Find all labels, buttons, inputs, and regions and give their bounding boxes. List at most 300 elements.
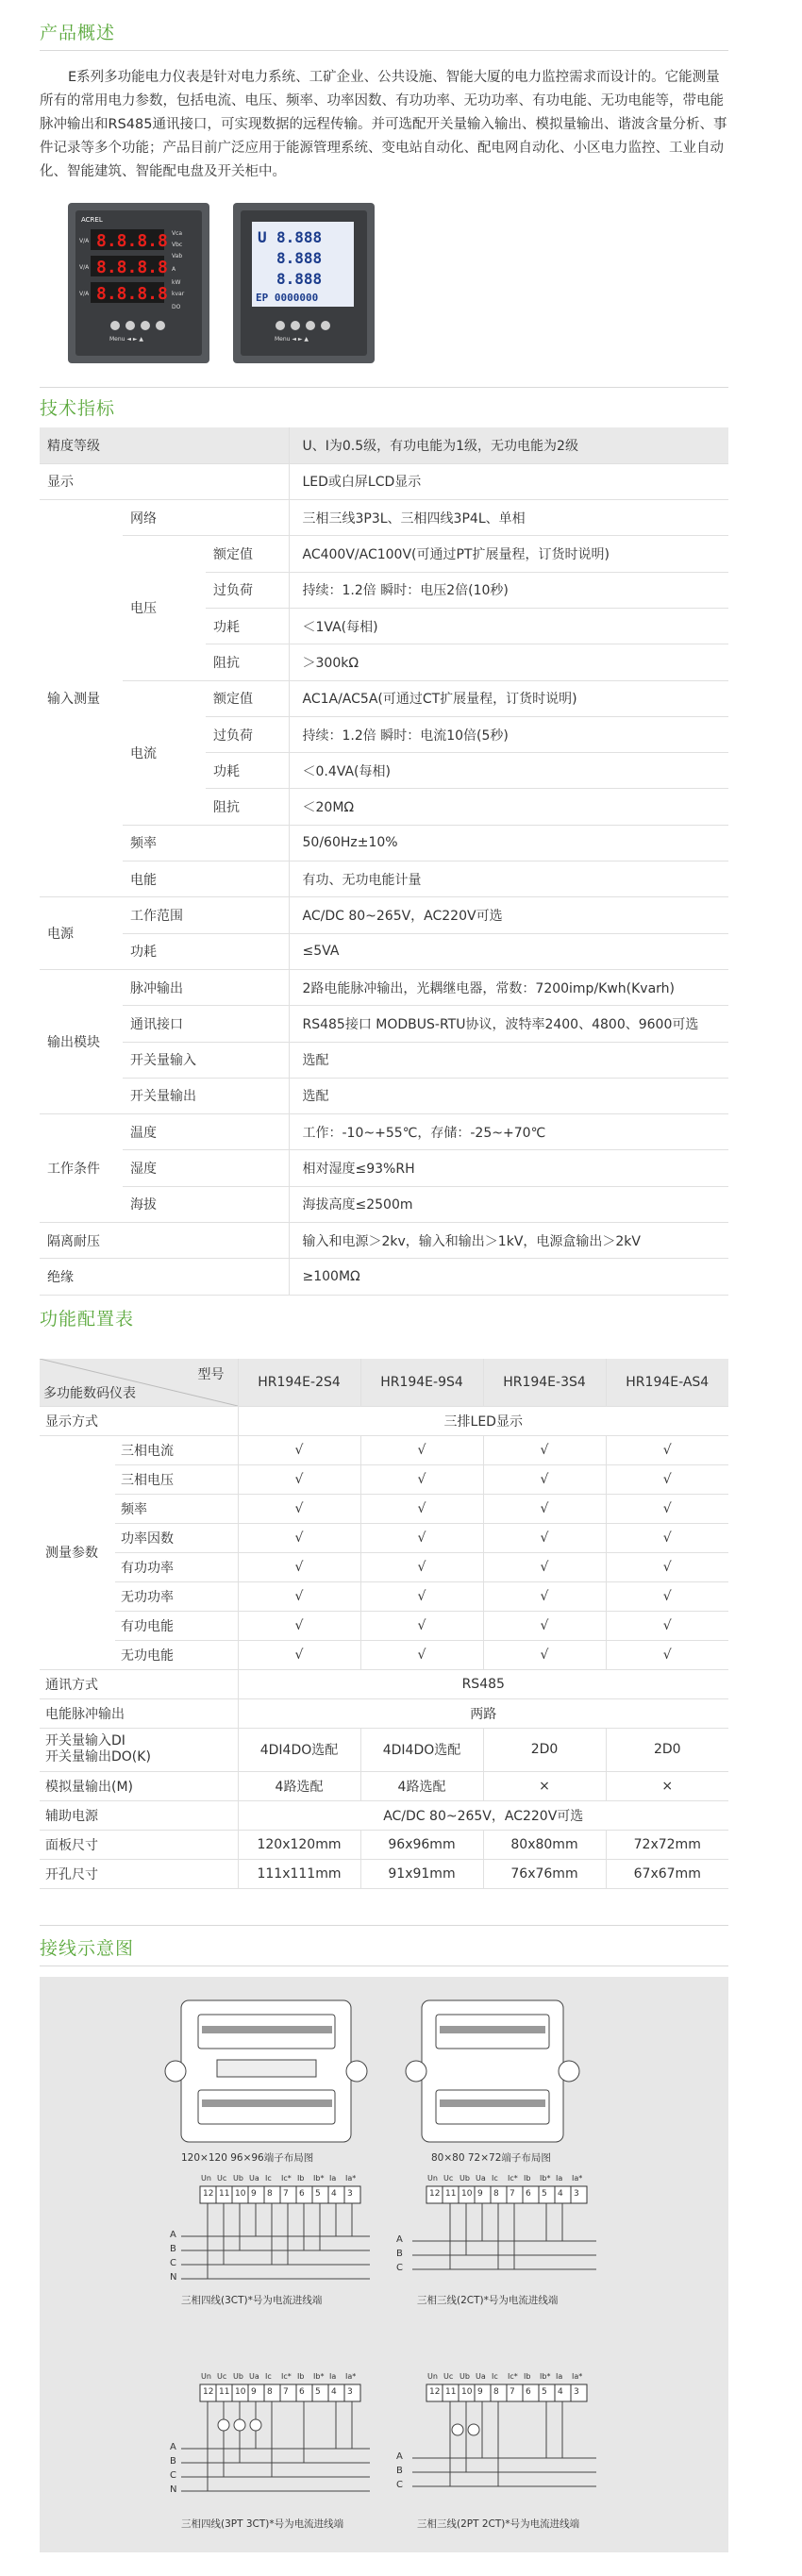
section-divider	[40, 1925, 728, 1926]
config-label: 有功电能	[115, 1611, 238, 1640]
terminal-number: 12	[203, 2387, 214, 2397]
terminal-name: Ic*	[281, 2174, 292, 2183]
spec-value: 持续：1.2倍 瞬时：电压2倍(10秒)	[289, 572, 728, 608]
svg-text:V/A: V/A	[79, 291, 90, 297]
config-value: 72x72mm	[606, 1830, 728, 1859]
config-row	[40, 1800, 728, 1830]
lcd-meter-image	[233, 203, 375, 363]
svg-text:Vca: Vca	[172, 230, 183, 237]
phase-label: C	[170, 2470, 176, 2481]
spec-value: ＜1VA(每相)	[289, 608, 728, 644]
rear-panel-small	[406, 2000, 579, 2142]
svg-text:kvar: kvar	[172, 291, 185, 297]
spec-label: 功耗	[123, 933, 289, 969]
spec-row	[40, 1006, 728, 1042]
svg-text:8.8.8.8: 8.8.8.8	[96, 231, 168, 251]
terminal-number: 4	[331, 2189, 337, 2199]
svg-text:8.888: 8.888	[276, 270, 323, 288]
config-value: RS485	[238, 1669, 728, 1698]
svg-text:8.888: 8.888	[276, 249, 323, 267]
terminal-name: Ub	[233, 2372, 243, 2381]
terminal-name: Ic*	[281, 2372, 292, 2381]
config-row	[40, 1698, 728, 1728]
terminal-name: Ib	[524, 2372, 531, 2381]
terminal-number: 6	[526, 2189, 531, 2199]
config-label: 开孔尺寸	[40, 1859, 238, 1888]
terminal-number: 5	[542, 2189, 547, 2199]
spec-label: 海拔	[123, 1186, 289, 1222]
config-value: 4DI4DO选配	[360, 1728, 483, 1771]
config-label: 面板尺寸	[40, 1830, 238, 1859]
svg-text:V/A: V/A	[79, 238, 90, 244]
terminal-name: Ib*	[540, 2372, 551, 2381]
check-mark: √	[238, 1611, 360, 1640]
terminal-name: Ua	[476, 2372, 486, 2381]
config-row	[40, 1435, 728, 1464]
config-value: ×	[483, 1771, 606, 1800]
svg-text:8.8.8.8: 8.8.8.8	[96, 284, 168, 304]
spec-group-label: 电源	[40, 897, 123, 970]
spec-row	[40, 1042, 728, 1078]
spec-value: 2路电能脉冲输出，光耦继电器，常数：7200imp/Kwh(Kvarh)	[289, 969, 728, 1005]
spec-label: 隔离耐压	[40, 1223, 289, 1259]
check-mark: √	[238, 1494, 360, 1523]
spec-value: 输入和电源＞2kv，输入和输出＞1kV，电源盒输出＞2kV	[289, 1223, 728, 1259]
terminal-name: Ua	[249, 2372, 259, 2381]
check-mark: √	[360, 1552, 483, 1581]
spec-title: 技术指标	[40, 398, 116, 419]
terminal-name: Ib*	[540, 2174, 551, 2183]
check-mark: √	[360, 1611, 483, 1640]
wiring-diagrams	[40, 1977, 728, 2552]
check-mark: √	[238, 1464, 360, 1494]
spec-value: 三相三线3P3L、三相四线3P4L、单相	[289, 500, 728, 536]
phase-label: B	[170, 2244, 176, 2254]
section-divider	[40, 387, 728, 388]
terminal-number: 9	[251, 2387, 257, 2397]
check-mark: √	[606, 1435, 728, 1464]
spec-value: 选配	[289, 1078, 728, 1113]
spec-subgroup-label: 电压	[123, 536, 206, 680]
spec-label: 显示	[40, 463, 289, 499]
config-title: 功能配置表	[40, 1309, 135, 1330]
check-mark: √	[238, 1552, 360, 1581]
config-row	[40, 1494, 728, 1523]
spec-row	[40, 897, 728, 933]
section-divider	[40, 1965, 728, 1966]
svg-text:V/A: V/A	[79, 264, 90, 271]
config-value: 两路	[238, 1698, 728, 1728]
spec-table	[40, 427, 728, 1296]
terminal-number: 8	[493, 2189, 499, 2199]
check-mark: √	[606, 1494, 728, 1523]
terminal-number: 8	[267, 2387, 273, 2397]
terminal-name: Un	[427, 2372, 438, 2381]
terminal-name: Un	[427, 2174, 438, 2183]
terminal-name: Ub	[459, 2372, 470, 2381]
terminal-number: 5	[315, 2189, 321, 2199]
config-row	[40, 1830, 728, 1859]
model-header: HR194E-3S4	[483, 1359, 606, 1406]
terminal-number: 10	[235, 2387, 246, 2397]
wiring-3p3w-2ct	[412, 2186, 596, 2269]
config-label: 电能脉冲输出	[40, 1698, 238, 1728]
config-value: 96x96mm	[360, 1830, 483, 1859]
terminal-number: 10	[461, 2387, 473, 2397]
config-row	[40, 1523, 728, 1552]
spec-row	[40, 825, 728, 861]
terminal-number: 8	[267, 2189, 273, 2199]
svg-text:Menu ◄ ► ▲: Menu ◄ ► ▲	[275, 336, 309, 343]
spec-label: 电能	[123, 861, 289, 897]
terminal-name: Uc	[443, 2372, 454, 2381]
spec-row	[40, 1150, 728, 1186]
spec-value: 有功、无功电能计量	[289, 861, 728, 897]
terminal-number: 6	[299, 2189, 305, 2199]
section-divider	[40, 50, 728, 51]
terminal-name: Ib*	[313, 2372, 325, 2381]
spec-row	[40, 536, 728, 572]
check-mark: √	[360, 1435, 483, 1464]
config-label: 开关量输入DI	[45, 1733, 125, 1748]
spec-value: AC400V/AC100V(可通过PT扩展量程，订货时说明)	[289, 536, 728, 572]
spec-row	[40, 933, 728, 969]
caption-3p3w-2ct: 三相三线(2CT)*号为电流进线端	[417, 2295, 559, 2306]
spec-value: ＜0.4VA(每相)	[289, 753, 728, 789]
config-value: 2D0	[606, 1728, 728, 1771]
config-label: 有功功率	[115, 1552, 238, 1581]
model-header: HR194E-2S4	[238, 1359, 360, 1406]
spec-label: 额定值	[206, 680, 289, 716]
config-group-label: 测量参数	[40, 1435, 115, 1669]
terminal-name: Ia	[329, 2372, 337, 2381]
spec-value: 50/60Hz±10%	[289, 825, 728, 861]
terminal-name: Ib	[297, 2174, 305, 2183]
corner-label-model: 型号	[197, 1367, 225, 1382]
config-label: 三相电压	[115, 1464, 238, 1494]
spec-label: 脉冲输出	[123, 969, 289, 1005]
spec-label: 阻抗	[206, 789, 289, 825]
terminal-number: 12	[429, 2387, 441, 2397]
spec-value: LED或白屏LCD显示	[289, 463, 728, 499]
check-mark: √	[483, 1494, 606, 1523]
spec-subgroup-label: 电流	[123, 680, 206, 825]
terminal-number: 7	[510, 2387, 515, 2397]
phase-label: A	[170, 2230, 176, 2240]
config-row	[40, 1640, 728, 1669]
spec-row	[40, 1259, 728, 1295]
terminal-number: 9	[477, 2387, 483, 2397]
phase-label: A	[396, 2234, 403, 2245]
terminal-name: Uc	[217, 2372, 227, 2381]
svg-text:EP 0000000: EP 0000000	[256, 292, 319, 304]
model-header: HR194E-9S4	[360, 1359, 483, 1406]
svg-text:U: U	[258, 228, 267, 246]
terminal-name: Ua	[476, 2174, 486, 2183]
spec-value: ≥100MΩ	[289, 1259, 728, 1295]
terminal-name: Ic	[492, 2372, 498, 2381]
terminal-number: 10	[461, 2189, 473, 2199]
spec-value: RS485接口 MODBUS-RTU协议，波特率2400、4800、9600可选	[289, 1006, 728, 1042]
terminal-number: 12	[429, 2189, 441, 2199]
svg-text:8.888: 8.888	[276, 228, 323, 246]
config-value: 4DI4DO选配	[238, 1728, 360, 1771]
caption-3p4w-3pt-3ct: 三相四线(3PT 3CT)*号为电流进线端	[181, 2518, 344, 2530]
config-value: 76x76mm	[483, 1859, 606, 1888]
check-mark: √	[238, 1640, 360, 1669]
terminal-name: Ia*	[345, 2372, 357, 2381]
wiring-3p4w-3pt-3ct	[181, 2384, 370, 2491]
terminal-number: 9	[251, 2189, 257, 2199]
spec-row	[40, 500, 728, 536]
config-row	[40, 1669, 728, 1698]
config-value: 4路选配	[360, 1771, 483, 1800]
spec-label: 阻抗	[206, 644, 289, 680]
terminal-name: Ic	[265, 2174, 272, 2183]
config-corner-cell	[40, 1359, 238, 1406]
spec-label: 额定值	[206, 536, 289, 572]
terminal-number: 4	[558, 2387, 563, 2397]
terminal-name: Ia	[329, 2174, 337, 2183]
overview-text: E系列多功能电力仪表是针对电力系统、工矿企业、公共设施、智能大厦的电力监控需求而设计的。它能测量所有的常用电力参数，包括电流、电压、频率、功率因数、有功功率、无功功率、有功电能、无功电能等，带电能脉冲输出和RS485通讯接口，可实现数据的远程传输。并可选配开关量输入输出、模拟量输出、谐波含量分析、事件记录等多个功能；产品目前广泛应用于能源管理系统、变电站自动化、配电网自动化、小区电力监控、工业自动化、智能建筑、智能配电盘及开关柜中。	[40, 70, 727, 179]
spec-label: 开关量输出	[123, 1078, 289, 1113]
spec-label: 工作范围	[123, 897, 289, 933]
terminal-number: 11	[219, 2189, 230, 2199]
terminal-name: Ia	[556, 2174, 563, 2183]
check-mark: √	[483, 1552, 606, 1581]
check-mark: √	[483, 1640, 606, 1669]
phase-label: N	[170, 2272, 177, 2283]
terminal-number: 11	[445, 2189, 457, 2199]
terminal-name: Ua	[249, 2174, 259, 2183]
terminal-name: Un	[201, 2174, 211, 2183]
config-label: 显示方式	[40, 1406, 238, 1435]
config-row	[40, 1611, 728, 1640]
spec-label: 过负荷	[206, 572, 289, 608]
phase-label: B	[170, 2456, 176, 2467]
terminal-number: 3	[347, 2387, 353, 2397]
product-photos	[68, 203, 379, 368]
spec-group-label: 输入测量	[40, 500, 123, 897]
caption-3p3w-2pt-2ct: 三相三线(2PT 2CT)*号为电流进线端	[417, 2518, 580, 2530]
spec-label: 湿度	[123, 1150, 289, 1186]
wiring-diagram-panel	[40, 1977, 728, 2552]
check-mark: √	[483, 1611, 606, 1640]
spec-value: U、I为0.5级，有功电能为1级，无功电能为2级	[289, 427, 728, 463]
spec-label: 功耗	[206, 608, 289, 644]
terminal-number: 3	[574, 2189, 579, 2199]
spec-label: 绝缘	[40, 1259, 289, 1295]
wiring-3p3w-2pt-2ct	[412, 2384, 596, 2486]
caption-small-panel: 80×80 72×72端子布局图	[431, 2152, 551, 2164]
check-mark: √	[360, 1494, 483, 1523]
svg-text:Vab: Vab	[172, 253, 183, 259]
config-label: 模拟量输出(M)	[40, 1771, 238, 1800]
terminal-number: 4	[331, 2387, 337, 2397]
terminal-name: Ic	[265, 2372, 272, 2381]
check-mark: √	[606, 1552, 728, 1581]
spec-label: 频率	[123, 825, 289, 861]
check-mark: √	[606, 1611, 728, 1640]
spec-row	[40, 427, 728, 463]
caption-3p4w-3ct: 三相四线(3CT)*号为电流进线端	[181, 2295, 323, 2306]
terminal-number: 5	[542, 2387, 547, 2397]
spec-value: ＜20MΩ	[289, 789, 728, 825]
wiring-3p4w-3ct	[181, 2186, 370, 2279]
spec-row	[40, 969, 728, 1005]
config-value: AC/DC 80~265V，AC220V可选	[238, 1800, 728, 1830]
config-value: 120x120mm	[238, 1830, 360, 1859]
check-mark: √	[606, 1523, 728, 1552]
terminal-number: 11	[219, 2387, 230, 2397]
terminal-name: Uc	[217, 2174, 227, 2183]
config-row	[40, 1859, 728, 1888]
config-label: 频率	[115, 1494, 238, 1523]
terminal-name: Ia*	[345, 2174, 357, 2183]
overview-title: 产品概述	[40, 23, 116, 43]
terminal-number: 11	[445, 2387, 457, 2397]
spec-value: 相对湿度≤93%RH	[289, 1150, 728, 1186]
phase-label: B	[396, 2249, 403, 2259]
model-header: HR194E-AS4	[606, 1359, 728, 1406]
terminal-number: 10	[235, 2189, 246, 2199]
config-value: 91x91mm	[360, 1859, 483, 1888]
config-label: 通讯方式	[40, 1669, 238, 1698]
spec-group-label: 输出模块	[40, 969, 123, 1113]
terminal-number: 3	[347, 2189, 353, 2199]
config-value: ×	[606, 1771, 728, 1800]
phase-label: N	[170, 2484, 177, 2495]
check-mark: √	[360, 1523, 483, 1552]
terminal-number: 7	[283, 2387, 289, 2397]
spec-value: 海拔高度≤2500m	[289, 1186, 728, 1222]
config-table	[40, 1359, 728, 1889]
svg-text:DO: DO	[172, 304, 181, 310]
spec-label: 开关量输入	[123, 1042, 289, 1078]
terminal-number: 6	[299, 2387, 305, 2397]
terminal-number: 3	[574, 2387, 579, 2397]
check-mark: √	[238, 1581, 360, 1611]
terminal-name: Ic	[492, 2174, 498, 2183]
svg-text:8.8.8.8: 8.8.8.8	[96, 258, 168, 277]
check-mark: √	[483, 1435, 606, 1464]
terminal-name: Ib*	[313, 2174, 325, 2183]
caption-large-panel: 120×120 96×96端子布局图	[181, 2152, 314, 2164]
check-mark: √	[606, 1640, 728, 1669]
terminal-name: Ib	[524, 2174, 531, 2183]
terminal-name: Ic*	[508, 2372, 518, 2381]
config-row	[40, 1552, 728, 1581]
terminal-name: Ia	[556, 2372, 563, 2381]
config-value: 2D0	[483, 1728, 606, 1771]
config-value: 111x111mm	[238, 1859, 360, 1888]
spec-value: ≤5VA	[289, 933, 728, 969]
check-mark: √	[360, 1581, 483, 1611]
spec-label: 功耗	[206, 753, 289, 789]
config-label-dio	[40, 1728, 238, 1771]
terminal-number: 9	[477, 2189, 483, 2199]
phase-label: B	[396, 2466, 403, 2476]
check-mark: √	[238, 1523, 360, 1552]
phase-label: C	[396, 2263, 403, 2273]
terminal-name: Ub	[459, 2174, 470, 2183]
terminal-number: 12	[203, 2189, 214, 2199]
terminal-name: Ub	[233, 2174, 243, 2183]
phase-label: A	[396, 2451, 403, 2462]
svg-text:A: A	[172, 266, 176, 273]
check-mark: √	[360, 1464, 483, 1494]
spec-label: 通讯接口	[123, 1006, 289, 1042]
config-row	[40, 1771, 728, 1800]
terminal-name: Ib	[297, 2372, 305, 2381]
config-row	[40, 1406, 728, 1435]
check-mark: √	[360, 1640, 483, 1669]
config-value: 三排LED显示	[238, 1406, 728, 1435]
terminal-number: 7	[283, 2189, 289, 2199]
spec-row	[40, 1186, 728, 1222]
spec-value: 选配	[289, 1042, 728, 1078]
check-mark: √	[606, 1464, 728, 1494]
terminal-name: Uc	[443, 2174, 454, 2183]
svg-text:kW: kW	[172, 279, 181, 286]
rear-panel-large	[165, 2000, 367, 2142]
spec-value: 工作：-10~+55℃，存储：-25~+70℃	[289, 1114, 728, 1150]
config-row	[40, 1728, 728, 1771]
terminal-number: 8	[493, 2387, 499, 2397]
spec-row	[40, 1078, 728, 1113]
config-value: 80x80mm	[483, 1830, 606, 1859]
spec-row	[40, 861, 728, 897]
spec-row	[40, 1223, 728, 1259]
terminal-name: Ic*	[508, 2174, 518, 2183]
config-value: 67x67mm	[606, 1859, 728, 1888]
terminal-number: 5	[315, 2387, 321, 2397]
svg-text:ACREL: ACREL	[81, 216, 103, 224]
terminal-number: 4	[558, 2189, 563, 2199]
config-label: 无功电能	[115, 1640, 238, 1669]
terminal-number: 6	[526, 2387, 531, 2397]
phase-label: A	[170, 2442, 176, 2452]
check-mark: √	[483, 1523, 606, 1552]
check-mark: √	[483, 1464, 606, 1494]
config-row	[40, 1464, 728, 1494]
config-value: 4路选配	[238, 1771, 360, 1800]
svg-text:Menu ◄ ► ▲: Menu ◄ ► ▲	[109, 336, 144, 343]
check-mark: √	[238, 1435, 360, 1464]
spec-row	[40, 463, 728, 499]
phase-label: C	[396, 2480, 403, 2490]
spec-value: AC1A/AC5A(可通过CT扩展量程，订货时说明)	[289, 680, 728, 716]
config-label: 功率因数	[115, 1523, 238, 1552]
led-meter-image	[68, 203, 209, 363]
spec-value: ＞300kΩ	[289, 644, 728, 680]
config-header-row	[40, 1359, 728, 1406]
terminal-name: Ia*	[572, 2372, 583, 2381]
config-label: 无功功率	[115, 1581, 238, 1611]
spec-group-label: 工作条件	[40, 1114, 123, 1223]
spec-value: AC/DC 80~265V，AC220V可选	[289, 897, 728, 933]
spec-row	[40, 680, 728, 716]
terminal-name: Un	[201, 2372, 211, 2381]
corner-label-product: 多功能数码仪表	[43, 1385, 136, 1401]
spec-label: 精度等级	[40, 427, 289, 463]
spec-label: 温度	[123, 1114, 289, 1150]
config-label: 开关量输出DO(K)	[45, 1749, 151, 1765]
check-mark: √	[483, 1581, 606, 1611]
spec-label: 网络	[123, 500, 289, 536]
check-mark: √	[606, 1581, 728, 1611]
phase-label: C	[170, 2258, 176, 2268]
